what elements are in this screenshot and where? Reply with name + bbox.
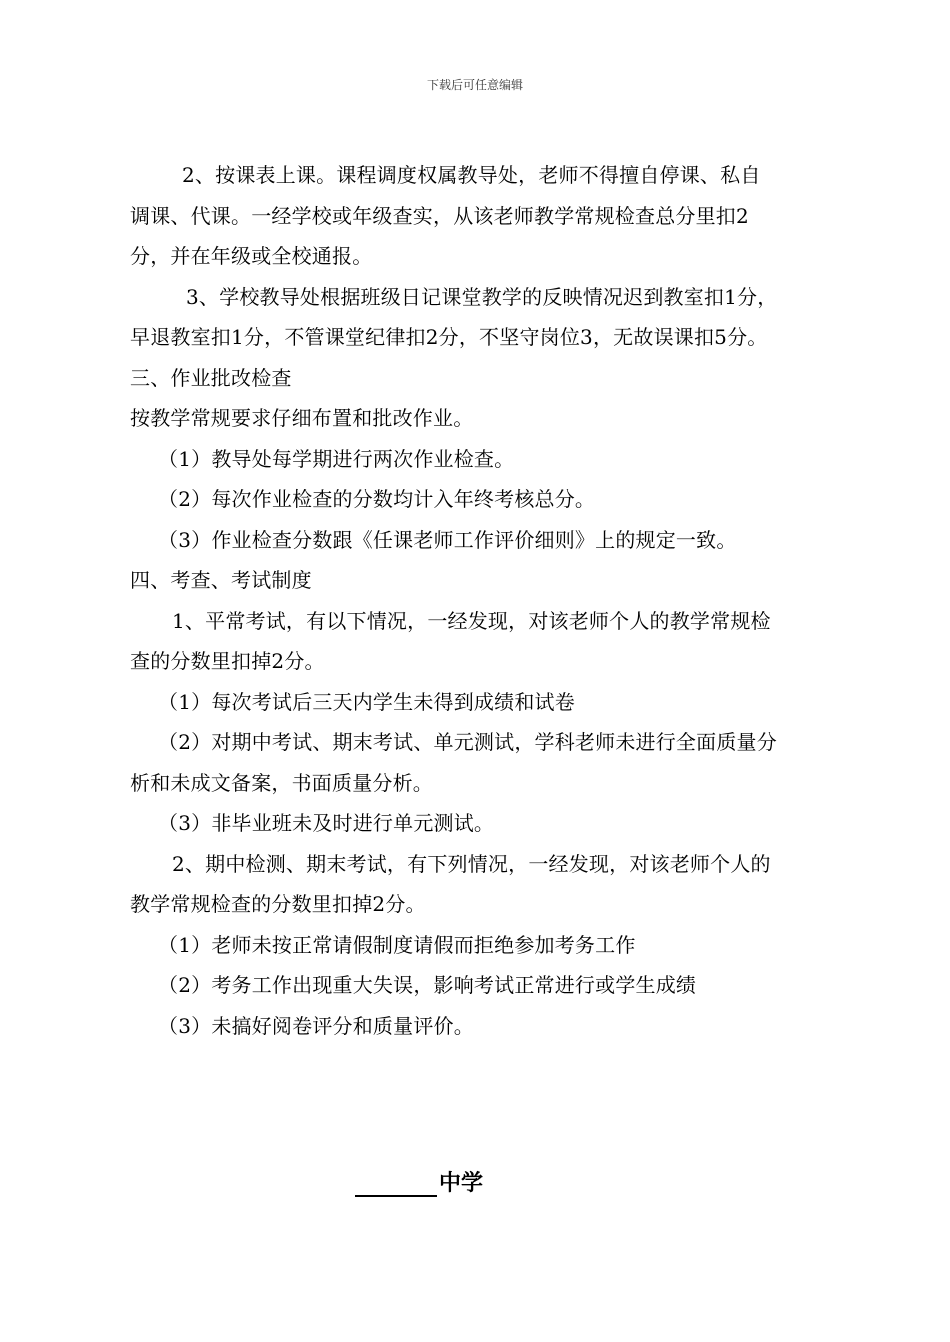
list-item: （1）每次考试后三天内学生未得到成绩和试卷 — [158, 689, 575, 714]
list-item: （2）每次作业检查的分数均计入年终考核总分。 — [158, 487, 596, 511]
list-item: （3）非毕业班未及时进行单元测试。 — [158, 811, 495, 835]
list-item: （3）未搞好阅卷评分和质量评价。 — [158, 1013, 474, 1038]
list-item: （1）教导处每学期进行两次作业检查。 — [158, 446, 515, 471]
paragraph-line: 2、期中检测、期末考试，有下列情况，一经发现，对该老师个人的 — [172, 851, 771, 876]
list-item: （1）老师未按正常请假制度请假而拒绝参加考务工作 — [158, 932, 636, 957]
list-item: （3）作业检查分数跟《任课老师工作评价细则》上的规定一致。 — [158, 527, 737, 552]
school-signature — [355, 1166, 483, 1197]
blank-underline — [355, 1171, 437, 1197]
paragraph-line: 2、按课表上课。课程调度权属教导处，老师不得擅自停课、私自 — [182, 163, 761, 187]
download-note: 下载后可任意编辑 — [426, 78, 523, 92]
paragraph-line: 调课、代课。一经学校或年级查实，从该老师教学常规检查总分里扣2 — [130, 203, 749, 228]
paragraph-line: 分，并在年级或全校通报。 — [130, 244, 373, 268]
paragraph-line: 按教学常规要求仔细布置和批改作业。 — [130, 406, 474, 430]
section-heading: 四、考查、考试制度 — [130, 568, 312, 592]
paragraph-line: 析和未成文备案，书面质量分析。 — [130, 770, 433, 795]
paragraph-line: 查的分数里扣掉2分。 — [130, 649, 325, 673]
section-heading: 三、作业批改检查 — [130, 365, 292, 390]
list-item: （2）考务工作出现重大失误，影响考试正常进行或学生成绩 — [158, 973, 697, 997]
document-body — [130, 155, 830, 1046]
list-item: （2）对期中考试、期末考试、单元测试，学科老师未进行全面质量分 — [158, 730, 777, 754]
paragraph-line: 教学常规检查的分数里扣掉2分。 — [130, 892, 426, 916]
paragraph-line: 3、学校教导处根据班级日记课堂教学的反映情况迟到教室扣1分， — [186, 284, 778, 309]
paragraph-line: 1、平常考试，有以下情况，一经发现，对该老师个人的教学常规检 — [172, 608, 771, 633]
paragraph-line: 早退教室扣1分，不管课堂纪律扣2分，不坚守岗位3，无故误课扣5分。 — [130, 325, 768, 349]
school-suffix: 中学 — [439, 1170, 484, 1196]
